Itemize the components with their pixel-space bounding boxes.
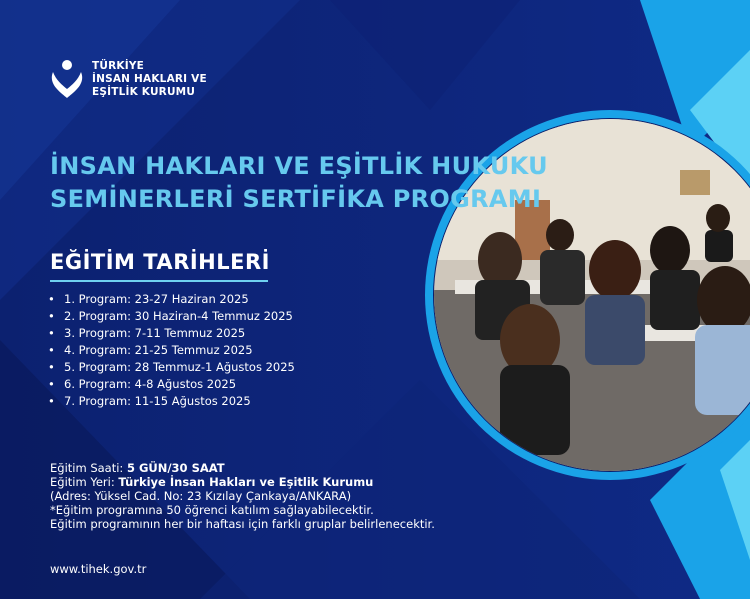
groups-note: Eğitim programının her bir haftası için farklı gruplar belirlenecektir.: [50, 517, 435, 531]
bullet-icon: •: [48, 309, 55, 323]
program-title: [50, 150, 548, 216]
place-label: Eğitim Yeri:: [50, 475, 115, 489]
program-date: 6. Program: 4-8 Ağustos 2025: [64, 377, 237, 391]
list-item: [48, 291, 295, 308]
title-line2: SEMİNERLERİ SERTİFİKA PROGRAMI: [50, 185, 542, 213]
training-place: [50, 475, 435, 489]
program-date: 2. Program: 30 Haziran-4 Temmuz 2025: [64, 309, 293, 323]
list-item: [48, 308, 295, 325]
org-name-line2: İNSAN HAKLARI VE: [92, 72, 207, 85]
training-info: [50, 461, 435, 531]
list-item: [48, 359, 295, 376]
dates-heading: EĞİTİM TARİHLERİ: [50, 250, 270, 274]
bullet-icon: •: [48, 394, 55, 408]
org-name-line3: EŞİTLİK KURUMU: [92, 85, 196, 98]
website-link[interactable]: www.tihek.gov.tr: [50, 562, 147, 576]
list-item: [48, 325, 295, 342]
bullet-icon: •: [48, 292, 55, 306]
bullet-icon: •: [48, 326, 55, 340]
bullet-icon: •: [48, 343, 55, 357]
training-address: (Adres: Yüksel Cad. No: 23 Kızılay Çankaya/ANKARA): [50, 489, 352, 503]
program-date: 1. Program: 23-27 Haziran 2025: [64, 292, 249, 306]
heart-logo-icon: [50, 58, 84, 100]
list-item: [48, 393, 295, 410]
org-logo: [50, 58, 207, 100]
heading-underline: [50, 280, 268, 282]
training-hours: [50, 461, 435, 475]
list-item: [48, 376, 295, 393]
hours-label: Eğitim Saati:: [50, 461, 124, 475]
list-item: [48, 342, 295, 359]
program-date: 7. Program: 11-15 Ağustos 2025: [64, 394, 251, 408]
program-date: 5. Program: 28 Temmuz-1 Ağustos 2025: [64, 360, 295, 374]
program-date: 3. Program: 7-11 Temmuz 2025: [64, 326, 246, 340]
hours-value: 5 GÜN/30 SAAT: [126, 461, 225, 475]
program-date: 4. Program: 21-25 Temmuz 2025: [64, 343, 253, 357]
bullet-icon: •: [48, 377, 55, 391]
title-line1: İNSAN HAKLARI VE EŞİTLİK HUKUKU: [50, 152, 548, 180]
program-dates-list: [48, 291, 295, 410]
org-name-line1: TÜRKİYE: [92, 59, 144, 72]
capacity-note: *Eğitim programına 50 öğrenci katılım sağlayabilecektir.: [50, 503, 374, 517]
bullet-icon: •: [48, 360, 55, 374]
place-value: Türkiye İnsan Hakları ve Eşitlik Kurumu: [118, 475, 374, 489]
